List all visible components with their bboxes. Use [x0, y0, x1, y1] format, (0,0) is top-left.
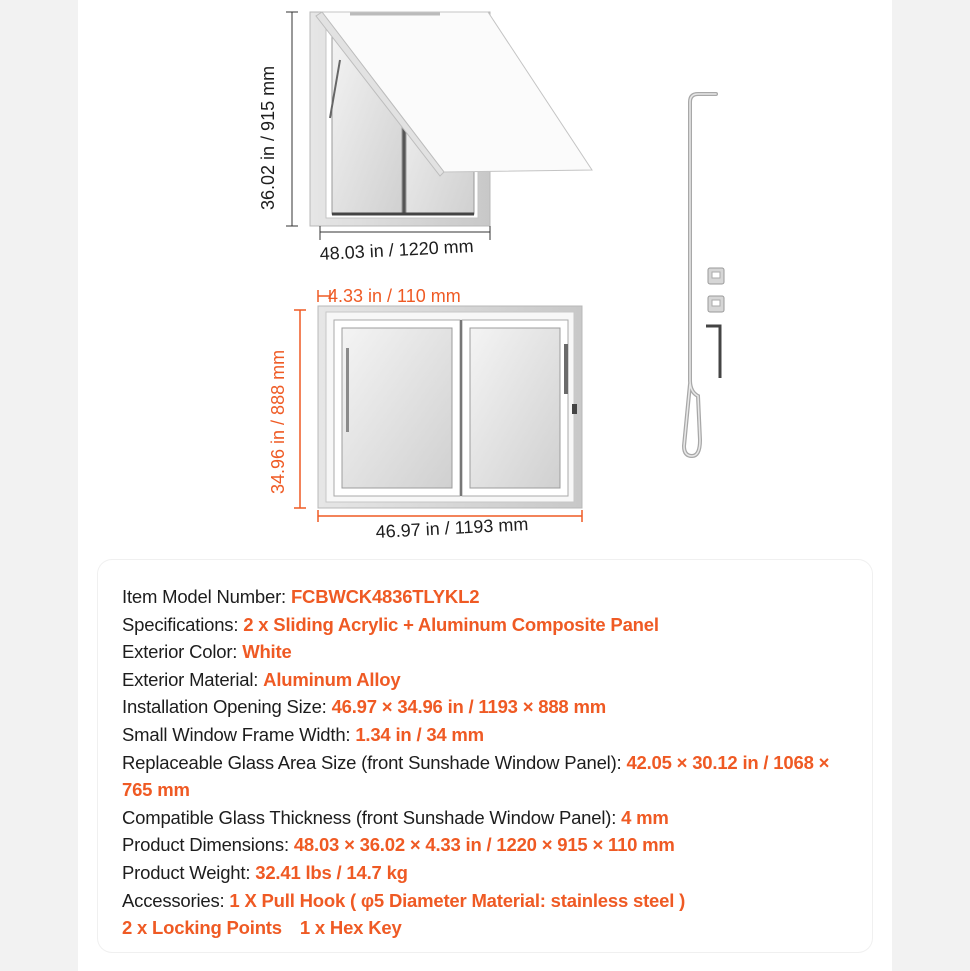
locking-point-icon: [708, 268, 724, 312]
front-window-illustration: [318, 306, 582, 508]
front-width-label: 46.97 in / 1193 mm: [375, 514, 529, 542]
open-width-label: 48.03 in / 1220 mm: [319, 235, 475, 264]
spec-value: 1 x Hex Key: [299, 917, 402, 939]
spec-row-material: [122, 666, 862, 694]
spec-label: Item Model Number:: [122, 586, 286, 607]
depth-label: 4.33 in / 110 mm: [328, 286, 461, 306]
front-height-dimension: [294, 310, 306, 508]
spec-row-weight: [122, 859, 862, 887]
open-height-label: 36.02 in / 915 mm: [258, 65, 278, 210]
spec-value: White: [242, 641, 292, 663]
spec-value: 42.05 × 30.12 in / 1068 × 765 mm: [122, 751, 830, 801]
spec-row-glass-area: [122, 749, 862, 804]
spec-value: FCBWCK4836TLYKL2: [290, 586, 480, 607]
spec-value: 1 X Pull Hook ( φ5 Diameter Material: stainless steel ): [229, 889, 686, 911]
spec-row-color: [122, 638, 862, 666]
spec-label: Accessories:: [122, 889, 225, 911]
spec-row-specifications: [122, 611, 862, 639]
open-height-dimension: [286, 12, 298, 226]
spec-label: Product Weight:: [122, 861, 251, 883]
hex-key-icon: [706, 326, 720, 378]
spec-label: Compatible Glass Thickness (front Sunshade Window Panel):: [122, 806, 617, 828]
spec-label: Exterior Color:: [122, 641, 238, 663]
spec-label: Replaceable Glass Area Size (front Sunshade Window Panel):: [122, 751, 622, 773]
spec-row-opening-size: [122, 693, 862, 721]
spec-label: Specifications:: [122, 613, 239, 635]
spec-row-glass-thickness: [122, 804, 862, 832]
spec-value: 1.34 in / 34 mm: [355, 723, 484, 745]
spec-label: Small Window Frame Width:: [122, 723, 351, 745]
spec-label: Installation Opening Size:: [122, 696, 327, 718]
spec-row-product-dimensions: [122, 831, 862, 859]
spec-row-accessories: [122, 887, 862, 915]
specifications-list: [122, 583, 862, 942]
spec-value: 4 mm: [621, 806, 669, 828]
spec-value: 46.97 × 34.96 in / 1193 × 888 mm: [331, 696, 606, 718]
spec-row-model: [122, 583, 862, 611]
spec-label: Exterior Material:: [122, 668, 259, 690]
spec-value: Aluminum Alloy: [263, 668, 401, 690]
spec-row-frame-width: [122, 721, 862, 749]
open-window-illustration: [310, 12, 592, 226]
spec-value: 2 x Locking Points: [122, 917, 282, 939]
spec-value: 2 x Sliding Acrylic + Aluminum Composite Panel: [243, 613, 659, 635]
spec-value: 48.03 × 36.02 × 4.33 in / 1220 × 915 × 110 mm: [293, 834, 675, 856]
spec-label: Product Dimensions:: [122, 834, 289, 856]
spec-row-accessories-continued: [122, 914, 862, 942]
spec-value: 32.41 lbs / 14.7 kg: [255, 861, 408, 883]
front-height-label: 34.96 in / 888 mm: [268, 349, 288, 494]
